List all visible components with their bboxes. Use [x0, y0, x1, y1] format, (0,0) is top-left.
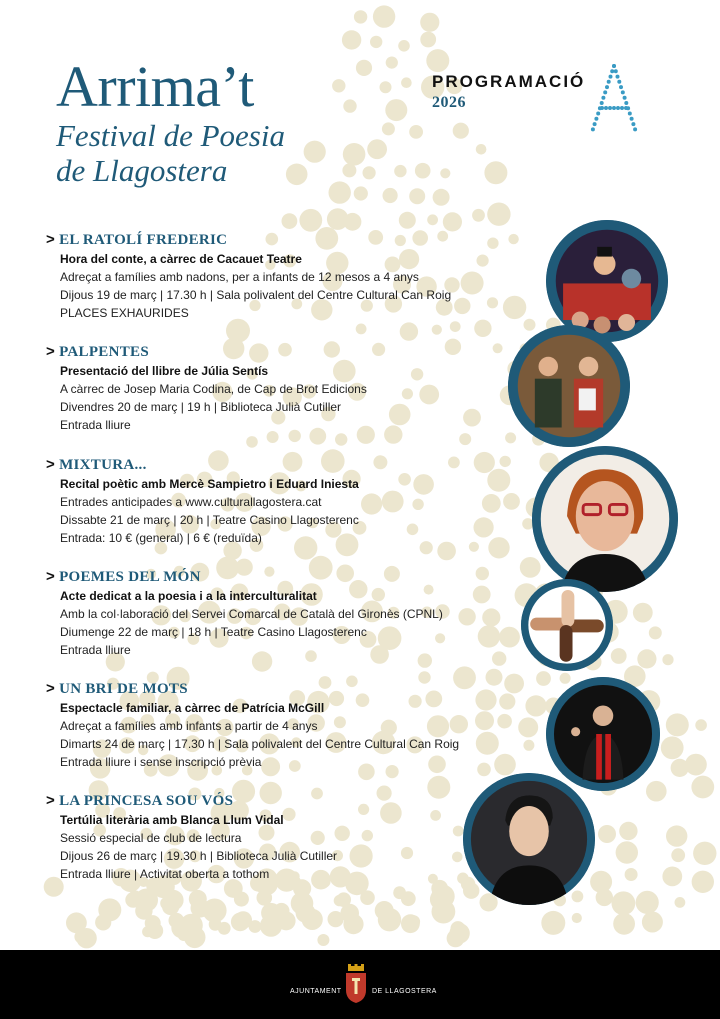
- event-detail-line: Dissabte 21 de març | 20 h | Teatre Casino Llagosterenc: [60, 513, 359, 527]
- background-dot: [596, 889, 613, 906]
- singer-portrait-photo: [532, 446, 678, 592]
- background-dot: [449, 923, 469, 943]
- puppet-theatre-image: [546, 220, 668, 342]
- logo-dot: [607, 80, 611, 84]
- background-dot: [420, 32, 436, 48]
- logo-dot: [591, 127, 595, 131]
- background-dot: [432, 325, 442, 335]
- event-item: [46, 679, 516, 771]
- background-dot: [354, 186, 368, 200]
- logo-dot: [631, 122, 635, 126]
- background-dot: [356, 60, 372, 76]
- logo-dot: [624, 101, 628, 105]
- logo-dot: [619, 85, 623, 89]
- storyteller-image: [546, 677, 660, 791]
- dotted-letter-a-logo-icon: [588, 62, 640, 138]
- background-dot: [484, 161, 507, 184]
- background-dot: [518, 717, 538, 737]
- background-dot: [560, 673, 571, 684]
- background-dot: [382, 122, 395, 135]
- background-dot: [450, 321, 461, 332]
- event-title-text: LA PRINCESA SOU VÓS: [59, 793, 234, 809]
- event-title-text: PALPENTES: [59, 344, 150, 360]
- logo-dot: [616, 106, 620, 110]
- logo-dot: [612, 106, 616, 110]
- background-dot: [646, 781, 667, 802]
- background-dot: [666, 825, 687, 846]
- background-dot: [662, 654, 673, 665]
- background-dot: [343, 914, 363, 934]
- background-dot: [356, 324, 367, 335]
- background-dot: [431, 886, 453, 908]
- background-dot: [524, 319, 536, 331]
- event-arrow: >: [46, 792, 56, 809]
- background-dot: [332, 79, 345, 92]
- background-dot: [342, 163, 356, 177]
- footer-llagostera-text: DE LLAGOSTERA: [372, 988, 437, 995]
- footer-bar: [0, 950, 720, 1019]
- logo-dot: [609, 75, 613, 79]
- title-main: Arrima’t: [56, 54, 254, 119]
- background-dot: [572, 913, 582, 923]
- background-dot: [317, 934, 329, 946]
- background-dot: [426, 49, 449, 72]
- event-arrow: >: [46, 456, 56, 473]
- background-dot: [370, 36, 382, 48]
- event-subtitle: Tertúlia literària amb Blanca Llum Vidal: [60, 813, 284, 827]
- background-dot: [246, 436, 258, 448]
- event-detail-line: Adreçat a famílies amb nadons, per a infants de 12 mesos a 4 anys: [60, 270, 419, 284]
- background-dot: [343, 99, 356, 112]
- background-dot: [642, 912, 663, 933]
- event-arrow: >: [46, 568, 56, 585]
- event-detail-line: Sessió especial de club de lectura: [60, 831, 242, 845]
- event-detail-line: Dijous 19 de març | 17.30 h | Sala polivalent del Centre Cultural Can Roig: [60, 288, 452, 302]
- event-item: [46, 230, 516, 322]
- event-subtitle: Espectacle familiar, a càrrec de Patrícia McGill: [60, 701, 325, 715]
- background-dot: [191, 898, 210, 917]
- background-dot: [536, 671, 551, 686]
- background-dot: [304, 141, 326, 163]
- background-dot: [661, 736, 684, 759]
- background-dot: [611, 648, 627, 664]
- logo-dot: [616, 75, 620, 79]
- event-detail-line: Divendres 20 de març | 19 h | Biblioteca Julià Cutiller: [60, 400, 342, 414]
- background-dot: [443, 212, 462, 231]
- background-dot: [459, 433, 471, 445]
- event-detail-line: Adreçat a famílies amb infants a partir de 4 anys: [60, 719, 318, 733]
- storyteller-photo: [546, 677, 660, 791]
- background-dot: [367, 139, 387, 159]
- background-dot: [523, 740, 534, 751]
- background-dot: [386, 57, 398, 69]
- background-dot: [433, 189, 450, 206]
- background-dot: [373, 5, 395, 27]
- logo-dot: [604, 106, 608, 110]
- event-item: [46, 567, 516, 659]
- logo-dot: [600, 101, 604, 105]
- background-dot: [249, 920, 262, 933]
- event-subtitle: Hora del conte, a càrrec de Cacauet Teatre: [60, 252, 302, 266]
- background-dot: [693, 842, 716, 865]
- event-item: [46, 455, 516, 547]
- event-title-text: UN BRI DE MOTS: [59, 681, 188, 697]
- background-dot: [415, 163, 431, 179]
- background-dot: [401, 77, 412, 88]
- joined-hands-image: [521, 579, 613, 671]
- event-detail-line: Diumenge 22 de març | 18 h | Teatre Casino Llagosterenc: [60, 625, 367, 639]
- background-dot: [463, 883, 479, 899]
- logo-dot: [593, 122, 597, 126]
- footer-ajuntament-text: AJUNTAMENT: [290, 988, 342, 995]
- background-dot: [427, 214, 438, 225]
- event-detail-line: A càrrec de Josep Maria Codina, de Cap de Brot Edicions: [60, 382, 367, 396]
- logo-dot: [601, 96, 605, 100]
- event-title: [46, 679, 516, 699]
- background-dot: [400, 322, 418, 340]
- background-dot: [343, 143, 366, 166]
- singer-portrait-image: [532, 446, 678, 592]
- event-detail-line: Dijous 26 de març | 19.30 h | Biblioteca Julià Cutiller: [60, 849, 338, 863]
- background-dot: [383, 188, 398, 203]
- writer-portrait-image: [463, 773, 595, 905]
- background-dot: [613, 913, 635, 935]
- event-detail-line: Entrada lliure | Activitat oberta a tothom: [60, 867, 270, 881]
- logo-dot: [608, 106, 612, 110]
- logo-dot: [605, 85, 609, 89]
- logo-dot: [628, 112, 632, 116]
- logo-dot: [620, 106, 624, 110]
- logo-dot: [630, 117, 634, 121]
- background-dot: [296, 903, 316, 923]
- background-dot: [98, 898, 121, 921]
- background-dot: [409, 188, 425, 204]
- background-dot: [692, 871, 714, 893]
- background-dot: [662, 867, 682, 887]
- background-dot: [487, 203, 510, 226]
- logo-dot: [600, 106, 604, 110]
- event-item: [46, 342, 516, 434]
- background-dot: [335, 433, 347, 445]
- event-detail-line: Dimarts 24 de març | 17.30 h | Sala polivalent del Centre Cultural Can Roig: [60, 737, 460, 751]
- event-title: [46, 791, 516, 811]
- event-detail-line: Entrada: 10 € (general) | 6 € (reduïda): [60, 531, 262, 545]
- event-subtitle: Presentació del llibre de Júlia Sentís: [60, 364, 269, 378]
- background-dot: [74, 930, 87, 943]
- background-dot: [178, 929, 190, 941]
- background-dot: [399, 212, 416, 229]
- background-dot: [572, 891, 584, 903]
- event-detail-line: Entrades anticipades a www.culturallagostera.cat: [60, 495, 322, 509]
- subtitle-line-2: de Llagostera: [56, 153, 228, 188]
- background-dot: [453, 123, 469, 139]
- background-dot: [636, 891, 659, 914]
- background-dot: [612, 891, 636, 915]
- background-dot: [299, 209, 322, 232]
- logo-dot: [596, 112, 600, 116]
- background-dot: [375, 901, 394, 920]
- background-dot: [671, 848, 685, 862]
- logo-dot: [621, 90, 625, 94]
- background-dot: [398, 40, 410, 52]
- event-detail-line: Entrada lliure: [60, 418, 131, 432]
- program-year: 2026: [432, 94, 466, 111]
- background-dot: [520, 557, 541, 578]
- book-presentation-image: [508, 325, 630, 447]
- background-dot: [286, 164, 308, 186]
- book-presentation-photo: [508, 325, 630, 447]
- logo-dot: [603, 90, 607, 94]
- background-dot: [472, 209, 485, 222]
- background-dot: [649, 626, 662, 639]
- background-dot: [637, 649, 656, 668]
- background-dot: [135, 902, 152, 919]
- event-detail-line: Entrada lliure: [60, 643, 131, 657]
- background-dot: [218, 922, 231, 935]
- event-title: [46, 342, 516, 362]
- event-title-text: POEMES DEL MÓN: [59, 569, 201, 585]
- event-title: [46, 567, 516, 587]
- event-arrow: >: [46, 231, 56, 248]
- background-dot: [616, 841, 638, 863]
- logo-dot: [594, 117, 598, 121]
- event-detail-line: PLACES EXHAURIDES: [60, 306, 189, 320]
- puppet-theatre-photo: [546, 220, 668, 342]
- logo-dot: [614, 69, 618, 73]
- event-title: [46, 455, 516, 475]
- event-title-text: MIXTURA...: [59, 457, 147, 473]
- background-dot: [393, 886, 406, 899]
- logo-dot: [633, 127, 637, 131]
- joined-hands-photo: [521, 579, 613, 671]
- background-dot: [66, 912, 87, 933]
- background-dot: [385, 99, 407, 121]
- background-dot: [394, 165, 406, 177]
- background-dot: [160, 897, 173, 910]
- background-dot: [625, 868, 638, 881]
- background-dot: [282, 213, 298, 229]
- background-dot: [666, 713, 689, 736]
- background-dot: [380, 81, 392, 93]
- festival-title: [56, 54, 285, 188]
- background-dot: [329, 181, 351, 203]
- background-dot: [474, 320, 491, 337]
- event-subtitle: Acte dedicat a la poesia i a la interculturalitat: [60, 589, 317, 603]
- program-heading: [432, 72, 585, 112]
- background-dot: [598, 825, 616, 843]
- background-dot: [633, 603, 653, 623]
- background-dot: [525, 695, 546, 716]
- event-item: [46, 791, 516, 883]
- background-dot: [407, 915, 420, 928]
- background-dot: [675, 897, 686, 908]
- event-arrow: >: [46, 343, 56, 360]
- background-dot: [128, 890, 142, 904]
- background-dot: [505, 432, 516, 443]
- background-dot: [685, 754, 707, 776]
- logo-dot: [617, 80, 621, 84]
- background-dot: [476, 144, 487, 155]
- event-title-text: EL RATOLÍ FREDERIC: [59, 232, 228, 248]
- background-dot: [344, 213, 362, 231]
- background-dot: [691, 776, 714, 799]
- event-subtitle: Recital poètic amb Mercè Sampietro i Eduard Iniesta: [60, 477, 359, 491]
- background-dot: [695, 719, 707, 731]
- writer-portrait-photo: [463, 773, 595, 905]
- program-label: PROGRAMACIÓ: [432, 72, 586, 91]
- event-detail-line: Amb la col·laboració del Servei Comarcal de Català del Gironès (CPNL): [60, 607, 443, 621]
- logo-dot: [624, 106, 628, 110]
- logo-dot: [623, 96, 627, 100]
- event-detail-line: Entrada lliure i sense inscripció prèvia: [60, 755, 262, 769]
- event-title: [46, 230, 516, 250]
- logo-dot: [612, 64, 616, 68]
- logo-dot: [610, 69, 614, 73]
- background-dot: [147, 922, 164, 939]
- background-dot: [342, 30, 361, 49]
- background-dot: [363, 166, 376, 179]
- background-dot: [541, 911, 565, 935]
- background-dot: [440, 168, 450, 178]
- background-dot: [409, 125, 423, 139]
- town-crest-icon: [343, 964, 369, 1004]
- background-dot: [354, 10, 367, 23]
- subtitle-line-1: Festival de Poesia: [56, 118, 285, 153]
- background-dot: [619, 822, 637, 840]
- event-arrow: >: [46, 680, 56, 697]
- background-dot: [420, 13, 439, 32]
- background-dot: [261, 903, 281, 923]
